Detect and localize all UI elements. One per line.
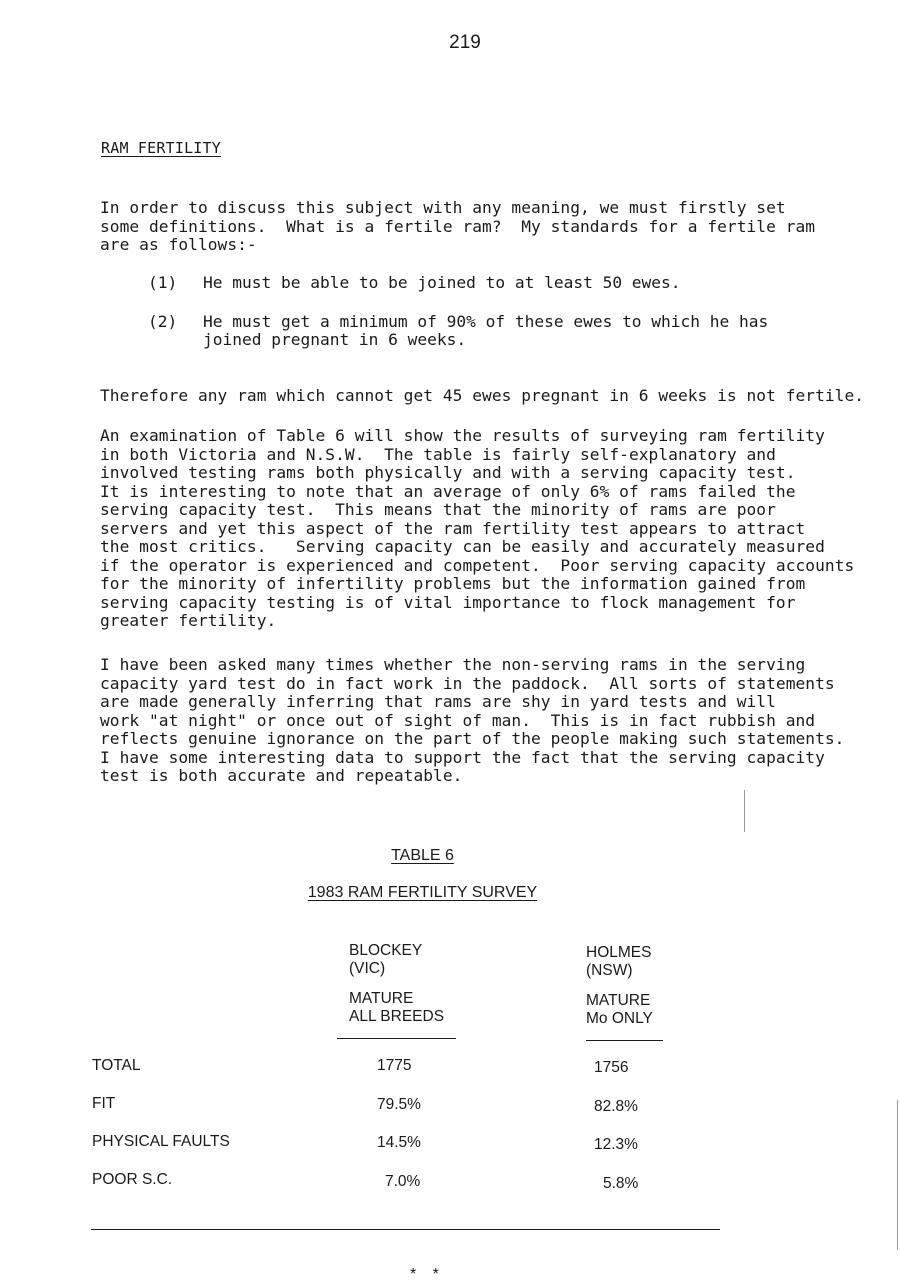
column-subheader-holmes: MATURE Mo ONLY xyxy=(586,992,653,1027)
column-header-blockey: BLOCKEY (VIC) xyxy=(349,942,423,977)
scan-margin-mark xyxy=(897,1100,898,1250)
table-cell: 79.5% xyxy=(377,1096,421,1113)
row-label-physical-faults: PHYSICAL FAULTS xyxy=(92,1133,230,1150)
table-cell: 12.3% xyxy=(594,1136,638,1153)
footer-asterisks: * * xyxy=(410,1266,445,1283)
table-title: TABLE 6 xyxy=(391,847,454,864)
row-label-total: TOTAL xyxy=(92,1057,141,1074)
examination-paragraph: An examination of Table 6 will show the results of surveying ram fertility in both Victoria and N.S.W. The table is fairly self-explanatory and involved testing rams both physically and with a serving capacity test. It is interesting to note that an average of only 6% of rams failed the serving capacity test. This means that the minority of rams are poor servers and yet this aspect of the ram fertility test appears to attract the most critics. Serving capacity can be easily and accurately measured if the operator is experienced and competent. Poor serving capacity accounts for the minority of infertility problems but the information gained from serving capacity testing is of vital importance to flock management for greater fertility. xyxy=(100,426,855,630)
table-cell: 7.0% xyxy=(385,1173,421,1190)
table-cell: 82.8% xyxy=(594,1098,638,1115)
bottom-rule xyxy=(91,1229,720,1230)
column-subheader-blockey: MATURE ALL BREEDS xyxy=(349,990,445,1025)
therefore-paragraph: Therefore any ram which cannot get 45 ewes pregnant in 6 weeks is not fertile. xyxy=(100,386,865,405)
serving-rams-paragraph: I have been asked many times whether the non-serving rams in the serving capacity yard test do in fact work in the paddock. All sorts of statements are made generally inferring that rams are shy in yard tests and will work "at night" or once out of sight of man. This is in fact rubbish and reflects genuine ignorance on the part of the people making such statements. I have some interesting data to support the fact that the serving capacity test is both accurate and repeatable. xyxy=(100,655,845,785)
intro-paragraph: In order to discuss this subject with any meaning, we must firstly set some definitions. What is a fertile ram? My standards for a fertile ram are as follows:- xyxy=(100,198,816,254)
page-number: 219 xyxy=(449,32,481,53)
row-label-fit: FIT xyxy=(92,1095,116,1112)
list-item-text: He must be able to be joined to at least 50 ewes. xyxy=(203,273,681,292)
column-rule xyxy=(586,1040,663,1041)
scan-margin-mark xyxy=(744,790,745,832)
column-header-holmes: HOLMES (NSW) xyxy=(586,944,652,979)
table-cell: 1775 xyxy=(377,1057,412,1074)
table-cell: 14.5% xyxy=(377,1134,421,1151)
list-item-number: (2) xyxy=(148,312,178,331)
table-subtitle: 1983 RAM FERTILITY SURVEY xyxy=(307,884,538,901)
list-item-text: He must get a minimum of 90% of these ewes to which he has joined pregnant in 6 weeks. xyxy=(203,312,769,349)
table-cell: 1756 xyxy=(594,1059,629,1076)
table-cell: 5.8% xyxy=(603,1175,639,1192)
column-rule xyxy=(337,1038,456,1039)
list-item-number: (1) xyxy=(148,273,178,292)
row-label-poor-sc: POOR S.C. xyxy=(92,1171,173,1188)
section-heading: RAM FERTILITY xyxy=(101,139,221,157)
